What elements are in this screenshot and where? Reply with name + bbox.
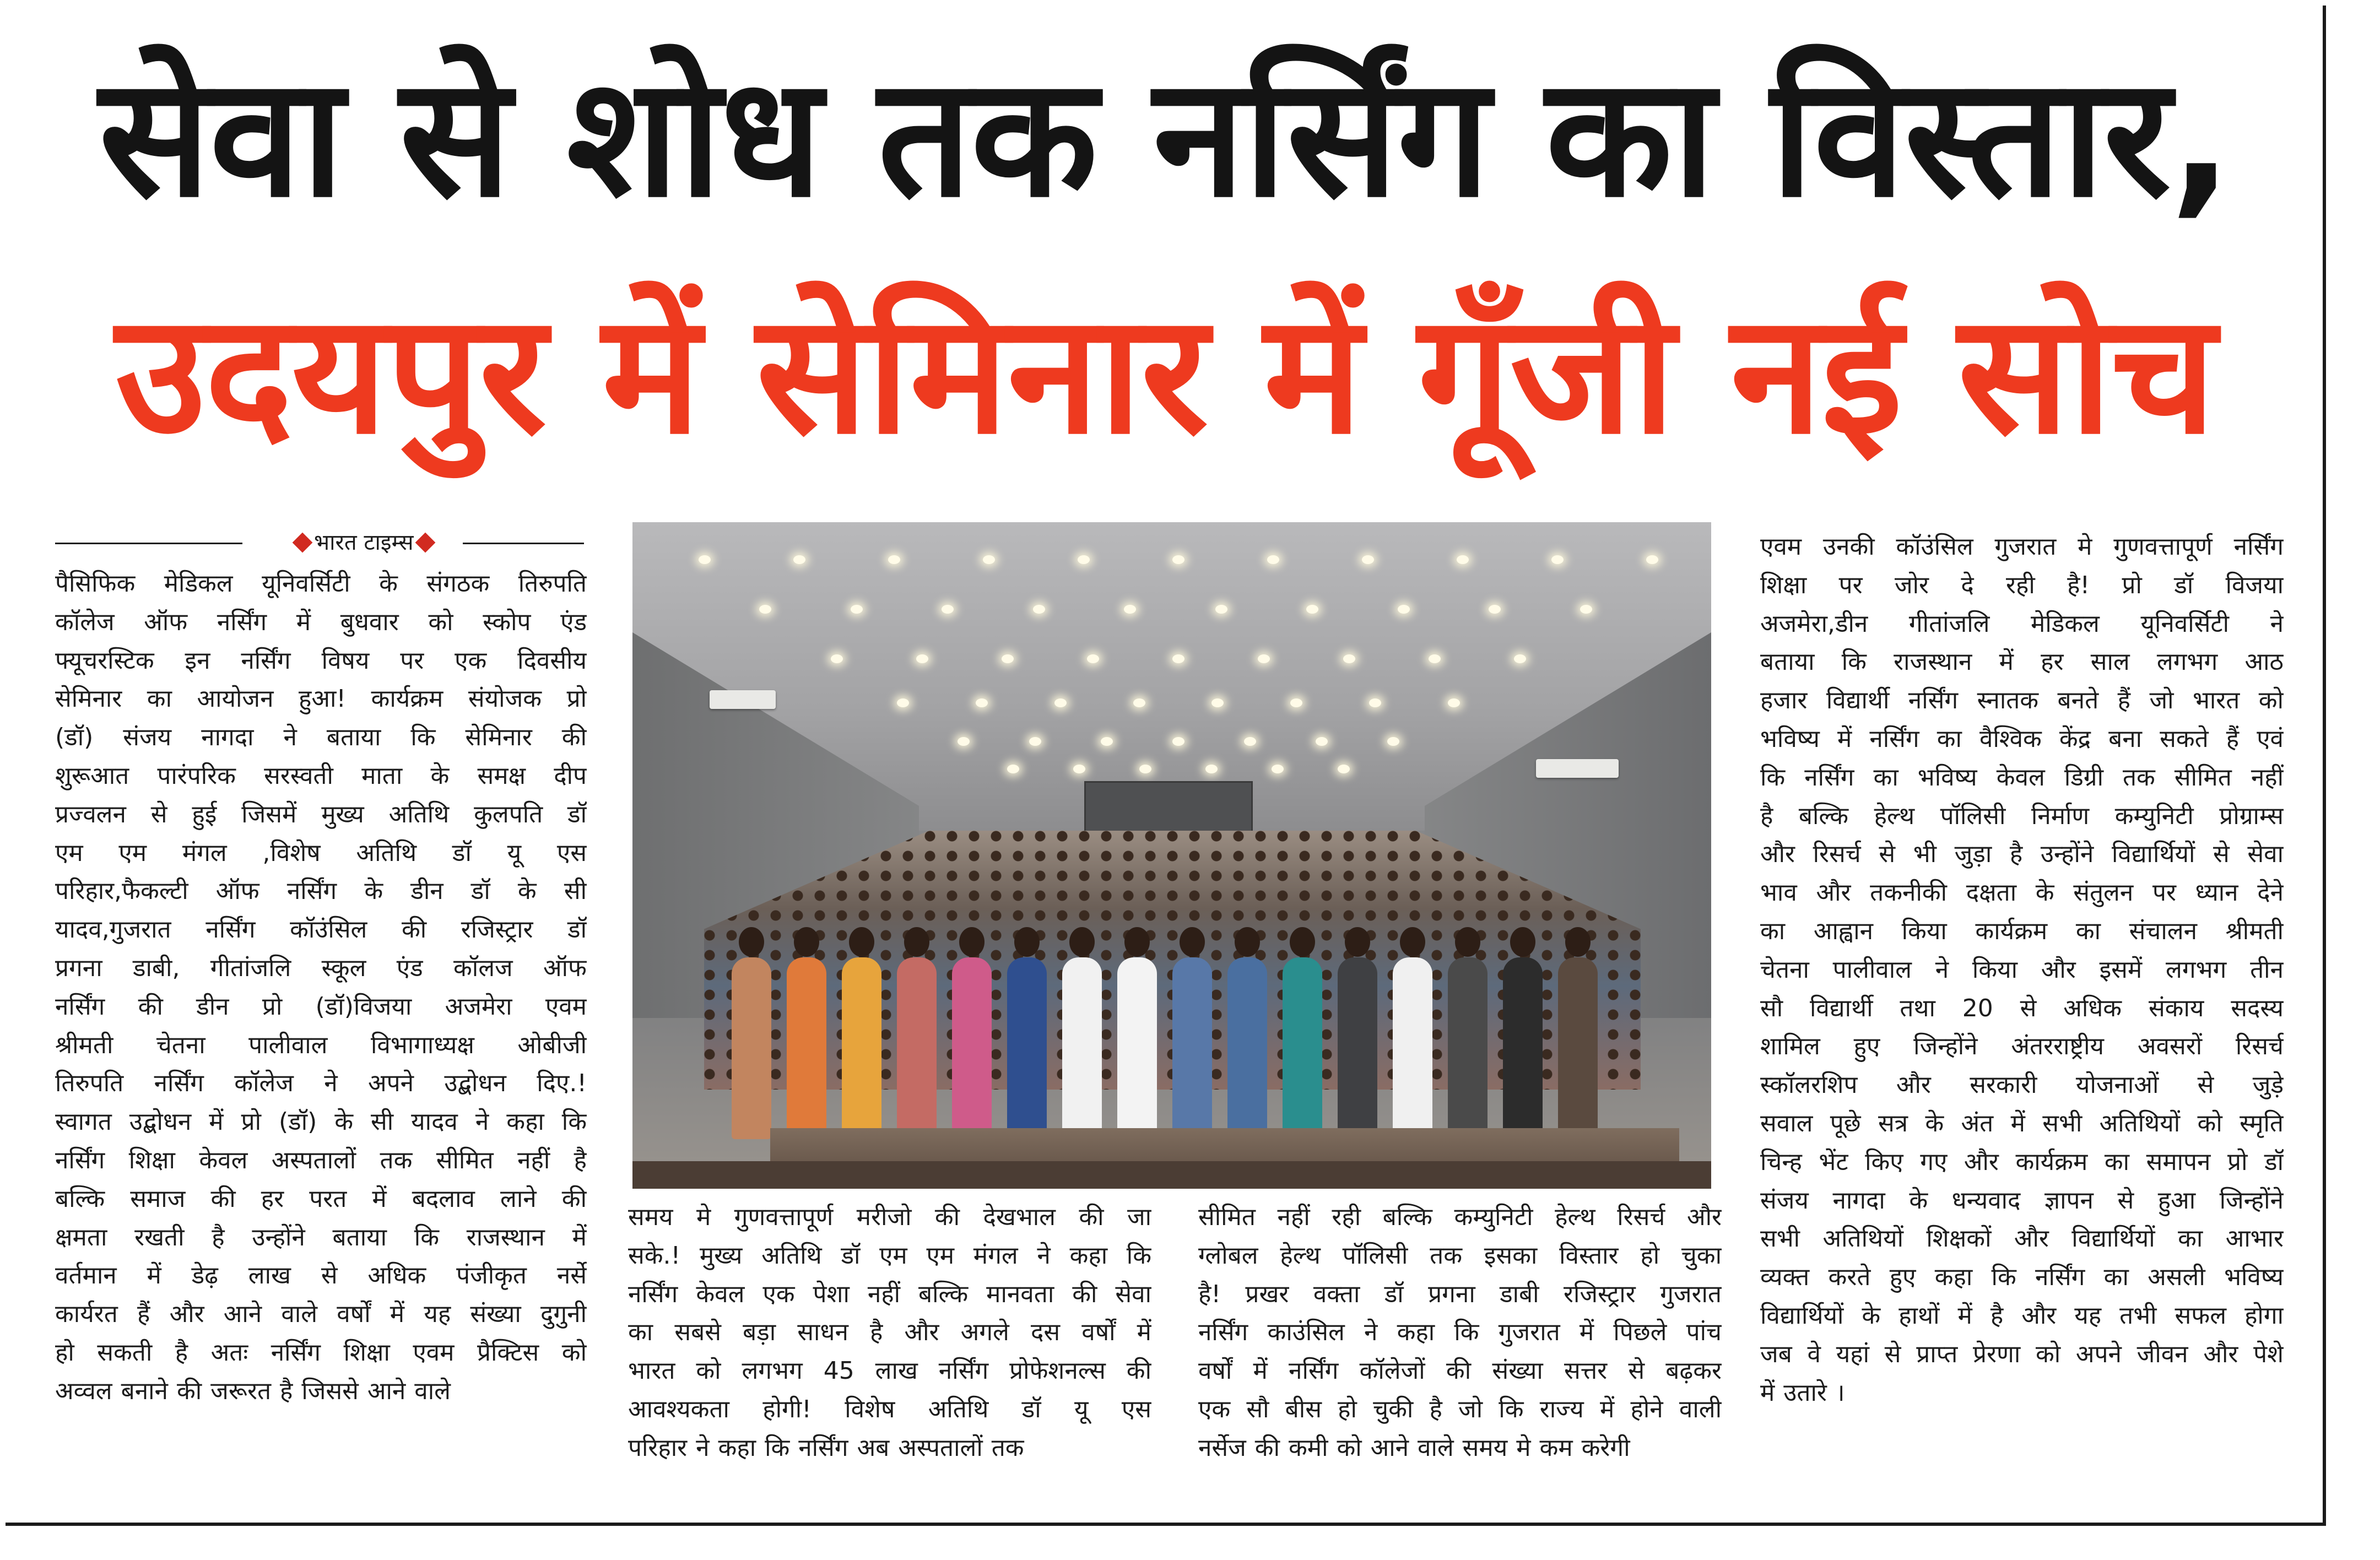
article-line: सीमित नहीं रही बल्कि कम्युनिटी हेल्थ रिसर्च और	[1198, 1203, 1722, 1231]
article-line: प्रज्वलन से हुई जिसमें मुख्य अतिथि कुलपति डॉ	[55, 800, 587, 828]
article-line: का आह्वान किया कार्यक्रम का संचालन श्रीमती	[1760, 917, 2284, 945]
article-line: बताया कि राजस्थान में हर साल लगभग आठ	[1760, 648, 2284, 676]
article-line: कि नर्सिंग का भविष्य केवल डिग्री तक सीमित नहीं	[1760, 763, 2284, 792]
person-figure	[1448, 957, 1488, 1139]
article-line: एक सौ बीस हो चुकी है जो कि राज्य में होने वाली	[1198, 1395, 1722, 1423]
article-line: नर्सिंग शिक्षा केवल अस्पतालों तक सीमित नहीं है	[55, 1146, 587, 1174]
ceiling-light-icon	[1087, 654, 1099, 663]
ceiling-light-icon	[851, 605, 863, 614]
ceiling-light-icon	[1398, 605, 1410, 614]
article-line: व्यक्त करते हुए कहा कि नर्सिंग का असली भविष्य	[1760, 1263, 2284, 1292]
article-line: कार्यरत हैं और आने वाले वर्षों में यह संख्या दुगुनी	[55, 1300, 587, 1329]
ceiling-light-icon	[1258, 654, 1270, 663]
article-line: नर्सिंग की डीन प्रो (डॉ)विजया अजमेरा एवम	[55, 992, 587, 1021]
article-line: यादव,गुजरात नर्सिंग कॉउंसिल की रजिस्ट्रार डॉ	[55, 916, 587, 944]
article-line: तिरुपति नर्सिंग कॉलेज ने अपने उद्बोधन दिए.!	[55, 1069, 587, 1098]
ceiling-light-icon	[1429, 654, 1441, 663]
ceiling-light-icon	[942, 605, 954, 614]
ceiling-light-icon	[976, 698, 988, 707]
article-line: आवश्यकता होगी! विशेष अतिथि डॉ यू एस	[628, 1395, 1151, 1423]
article-line: सभी अतिथियों शिक्षकों और विद्यार्थियों का आभार	[1760, 1225, 2284, 1253]
article-line: स्वागत उद्बोधन में प्रो (डॉ) के सी यादव ने कहा कि	[55, 1108, 587, 1136]
article-line: शुरूआत पारंपरिक सरस्वती माता के समक्ष दीप	[55, 761, 587, 790]
article-line: नर्सेज की कमी को आने वाले समय मे कम करेगी	[1198, 1433, 1630, 1462]
article-line: कॉलेज ऑफ नर्सिंग में बुधवार को स्कोप एंड	[55, 608, 587, 636]
person-figure	[952, 957, 992, 1139]
person-head	[1290, 927, 1315, 957]
person-head	[1235, 927, 1260, 957]
byline-rule-right	[463, 543, 584, 544]
article-column-2	[628, 1198, 1151, 1467]
article-column-1	[55, 565, 587, 1411]
person-head	[1565, 927, 1591, 957]
article-line: हो सकती है अतः नर्सिंग शिक्षा एवम प्रैक्टिस को	[55, 1338, 587, 1367]
person-figure	[1558, 957, 1598, 1139]
ceiling-light-icon	[897, 698, 909, 707]
article-line: परिहार ने कहा कि नर्सिंग अब अस्पतालों तक	[628, 1433, 1024, 1462]
diamond-icon	[415, 533, 435, 553]
ceiling-light-icon	[1215, 605, 1227, 614]
article-line: बल्कि समाज की हर परत में बदलाव लाने की	[55, 1184, 587, 1213]
article-line: वर्तमान में डेढ़ लाख से अधिक पंजीकृत नर्से	[55, 1261, 587, 1290]
person-figure	[1393, 957, 1432, 1139]
ceiling-light-icon	[888, 555, 900, 564]
ceiling-light-icon	[1362, 555, 1374, 564]
ceiling-light-icon	[1343, 654, 1355, 663]
ceiling-light-icon	[1369, 698, 1381, 707]
article-column-3	[1198, 1198, 1722, 1467]
ceiling-light-icon	[1551, 555, 1564, 564]
person-head	[904, 927, 929, 957]
person-head	[1180, 927, 1205, 957]
article-line: (डॉ) संजय नागदा ने बताया कि सेमिनार की	[55, 723, 587, 752]
ac-unit	[1536, 759, 1619, 778]
ceiling-light-icon	[1205, 765, 1218, 773]
article-line: संजय नागदा के धन्यवाद ज्ञापन से हुआ जिन्होंने	[1760, 1186, 2284, 1215]
person-head	[1014, 927, 1040, 957]
ceiling-light-icon	[1272, 765, 1284, 773]
ceiling-light-icon	[1101, 737, 1113, 746]
ceiling-light-icon	[831, 654, 843, 663]
article-line: नर्सिंग केवल एक पेशा नहीं बल्कि मानवता की सेवा	[628, 1280, 1151, 1308]
ceiling-light-icon	[1316, 737, 1328, 746]
article-line: फ्यूचरस्टिक इन नर्सिंग विषय पर एक दिवसीय	[55, 646, 587, 675]
ceiling-light-icon	[1029, 737, 1041, 746]
article-line: का सबसे बड़ा साधन है और अगले दस वर्षों में	[628, 1318, 1151, 1347]
person-head	[1455, 927, 1480, 957]
article-line: शामिल हुए जिन्होंने अंतरराष्ट्रीय अवसरों रिसर्च	[1760, 1032, 2284, 1061]
ceiling-light-icon	[1646, 555, 1658, 564]
byline-rule-left	[55, 543, 242, 544]
article-line: भविष्य में नर्सिंग का वैश्विक केंद्र बना सकते हैं एवं	[1760, 724, 2284, 753]
article-line: सवाल पूछे सत्र के अंत में सभी अतिथियों को स्मृति	[1760, 1109, 2284, 1138]
ceiling-light-icon	[1007, 765, 1019, 773]
person-figure	[732, 957, 771, 1139]
person-head	[1400, 927, 1425, 957]
ceiling-light-icon	[1139, 765, 1151, 773]
ceiling-light-icon	[1267, 555, 1279, 564]
article-line: भाव और तकनीकी दक्षता के संतुलन पर ध्यान देने	[1760, 879, 2284, 907]
diamond-icon	[293, 533, 313, 553]
byline-mark	[292, 526, 436, 559]
article-line: वर्षों में नर्सिंग कॉलेजों की संख्या सत्तर से बढ़कर	[1198, 1357, 1722, 1385]
person-head	[1069, 927, 1095, 957]
person-figure	[787, 957, 826, 1139]
article-line: स्कॉलरशिप और सरकारी योजनाओं से जुड़े	[1760, 1071, 2284, 1099]
article-line: अव्वल बनाने की जरूरत है जिससे आने वाले	[55, 1377, 451, 1405]
seminar-photo	[632, 522, 1711, 1189]
person-figure	[1283, 957, 1322, 1139]
person-figure	[1338, 957, 1377, 1139]
ceiling-light-icon	[1002, 654, 1014, 663]
ceiling-light-icon	[1073, 765, 1085, 773]
article-line: चेतना पालीवाल ने किया और इसमें लगभग तीन	[1760, 955, 2284, 984]
person-figure	[1062, 957, 1102, 1139]
person-head	[794, 927, 819, 957]
article-line: नर्सिंग काउंसिल ने कहा कि गुजरात में पिछले पांच	[1198, 1318, 1722, 1347]
ceiling-light-icon	[1172, 555, 1184, 564]
article-line: है बल्कि हेल्थ पॉलिसी निर्माण कम्युनिटी प्रोग्राम्स	[1760, 801, 2284, 830]
ceiling-light-icon	[1054, 698, 1067, 707]
headline-line-1: सेवा से शोध तक नर्सिंग का विस्तार,	[99, 41, 2232, 234]
person-figure	[1007, 957, 1047, 1139]
person-head	[849, 927, 874, 957]
person-figure	[1117, 957, 1157, 1139]
person-head	[1124, 927, 1150, 957]
ceiling-light-icon	[793, 555, 805, 564]
article-line: सौ विद्यार्थी तथा 20 से अधिक संकाय सदस्य	[1760, 994, 2284, 1022]
ceiling-light-icon	[916, 654, 928, 663]
article-line: जब वे यहां से प्राप्त प्रेरणा को अपने जीवन और पेशे	[1760, 1340, 2284, 1368]
article-line: क्षमता रखती है उन्होंने बताया कि राजस्थान में	[55, 1223, 587, 1252]
person-figure	[842, 957, 881, 1139]
ceiling-light-icon	[1172, 654, 1184, 663]
person-head	[1510, 927, 1535, 957]
ceiling-light-icon	[1172, 737, 1184, 746]
article-line: सके.! मुख्य अतिथि डॉ एम एम मंगल ने कहा कि	[628, 1241, 1151, 1270]
article-line: समय मे गुणवत्तापूर्ण मरीजो की देखभाल की जा	[628, 1203, 1151, 1231]
article-line: पैसिफिक मेडिकल यूनिवर्सिटी के संगठक तिरुपति	[55, 570, 587, 598]
article-line: हजार विद्यार्थी नर्सिंग स्नातक बनते हैं जो भारत को	[1760, 686, 2284, 715]
byline	[55, 526, 584, 559]
ceiling-light-icon	[1457, 555, 1469, 564]
ceiling-light-icon	[1133, 698, 1145, 707]
article-line: एम एम मंगल ,विशेष अतिथि डॉ यू एस	[55, 838, 587, 867]
ceiling-light-icon	[699, 555, 711, 564]
ac-unit	[710, 690, 776, 709]
article-line: प्रगना डाबी, गीतांजलि स्कूल एंड कॉलज ऑफ	[55, 954, 587, 982]
ceiling-light-icon	[1387, 737, 1399, 746]
article-line: परिहार,फैकल्टी ऑफ नर्सिंग के डीन डॉ के सी	[55, 877, 587, 906]
article-line: में उतारे ।	[1760, 1378, 1845, 1407]
ceiling-light-icon	[1244, 737, 1256, 746]
person-head	[1345, 927, 1370, 957]
article-line: एवम उनकी कॉउंसिल गुजरात मे गुणवत्तापूर्ण नर्सिंग	[1760, 533, 2284, 561]
ceiling-light-icon	[1514, 654, 1526, 663]
article-line: भारत को लगभग 45 लाख नर्सिंग प्रोफेशनल्स की	[628, 1357, 1151, 1385]
article-column-4	[1760, 528, 2284, 1412]
headline-line-2: उदयपुर में सेमिनार में गूँजी नई सोच	[115, 278, 2215, 470]
ceiling-light-icon	[958, 737, 970, 746]
article-line: और रिसर्च से भी जुड़ा है उन्होंने विद्यार्थियों से सेवा	[1760, 840, 2284, 869]
article-line: अजमेरा,डीन गीतांजलि मेडिकल यूनिवर्सिटी ने	[1760, 609, 2284, 638]
front-desk-edge	[632, 1161, 1711, 1189]
ceiling-light-icon	[1078, 555, 1090, 564]
article-line: ग्लोबल हेल्थ पॉलिसी तक इसका विस्तार हो चुका	[1198, 1241, 1722, 1270]
ceiling-light-icon	[1448, 698, 1460, 707]
ceiling-light-icon	[983, 555, 995, 564]
article-line: श्रीमती चेतना पालीवाल विभागाध्यक्ष ओबीजी	[55, 1031, 587, 1059]
ceiling-light-icon	[1338, 765, 1350, 773]
ceiling-light-icon	[1033, 605, 1045, 614]
person-figure	[1172, 957, 1212, 1139]
person-figure	[897, 957, 937, 1139]
byline-source: भारत टाइम्स	[314, 530, 414, 555]
ceiling-light-icon	[759, 605, 771, 614]
person-head	[959, 927, 985, 957]
article-line: चिन्ह भेंट किए गए और कार्यक्रम का समापन प्रो डॉ	[1760, 1147, 2284, 1176]
article-line: है! प्रखर वक्ता डॉ प्रगना डाबी रजिस्ट्रार गुजरात	[1198, 1280, 1722, 1308]
ceiling-light-icon	[1580, 605, 1592, 614]
article-line: सेमिनार का आयोजन हुआ! कार्यक्रम संयोजक प्रो	[55, 685, 587, 713]
article-line: विद्यार्थियों के हाथों में है और यह तभी सफल होगा	[1760, 1301, 2284, 1330]
article-line: शिक्षा पर जोर दे रही है! प्रो डॉ विजया	[1760, 571, 2284, 599]
person-figure	[1503, 957, 1543, 1139]
person-head	[739, 927, 764, 957]
person-figure	[1227, 957, 1267, 1139]
